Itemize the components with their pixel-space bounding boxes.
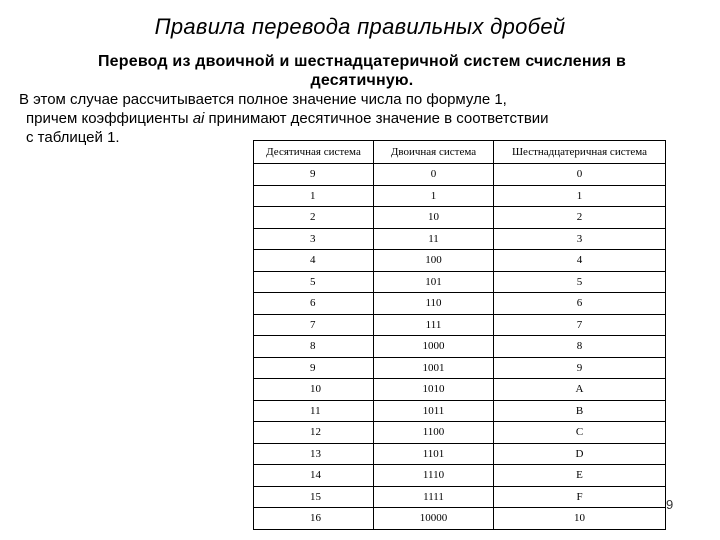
- cell-decimal: 5: [254, 271, 374, 293]
- table-row: [254, 314, 666, 336]
- table-row: [254, 336, 666, 358]
- cell-binary: 1001: [374, 357, 494, 379]
- header-decimal: Десятичная система: [254, 141, 374, 164]
- body-line-2-start: причем коэффициенты: [26, 110, 193, 127]
- cell-binary: 1101: [374, 443, 494, 465]
- cell-binary: 10000: [374, 508, 494, 530]
- table-row: [254, 508, 666, 530]
- cell-hex: C: [494, 422, 666, 444]
- cell-decimal: 7: [254, 314, 374, 336]
- cell-hex: 6: [494, 293, 666, 315]
- cell-binary: 1111: [374, 486, 494, 508]
- table-row: [254, 443, 666, 465]
- cell-decimal: 1: [254, 185, 374, 207]
- table-row: [254, 228, 666, 250]
- cell-decimal: 6: [254, 293, 374, 315]
- cell-decimal: 13: [254, 443, 374, 465]
- table-row: [254, 465, 666, 487]
- cell-hex: B: [494, 400, 666, 422]
- cell-hex: A: [494, 379, 666, 401]
- table-row: [254, 271, 666, 293]
- coefficient-symbol: ai: [192, 110, 205, 127]
- cell-decimal: 14: [254, 465, 374, 487]
- cell-binary: 1: [374, 185, 494, 207]
- table-row: [254, 422, 666, 444]
- cell-binary: 1010: [374, 379, 494, 401]
- table-row: [254, 207, 666, 229]
- cell-hex: 5: [494, 271, 666, 293]
- header-binary: Двоичная система: [374, 141, 494, 164]
- cell-binary: 1011: [374, 400, 494, 422]
- cell-decimal: 3: [254, 228, 374, 250]
- body-line-2: [19, 109, 619, 128]
- slide-subtitle: Перевод из двоичной и шестнадцатеричной систем счисления в десятичную.: [97, 53, 627, 89]
- table-row: [254, 250, 666, 272]
- cell-decimal: 8: [254, 336, 374, 358]
- slide-title: Правила перевода правильных дробей: [154, 14, 566, 39]
- cell-binary: 11: [374, 228, 494, 250]
- cell-hex: 9: [494, 357, 666, 379]
- table-row: [254, 486, 666, 508]
- cell-hex: E: [494, 465, 666, 487]
- cell-binary: 1100: [374, 422, 494, 444]
- cell-binary: 101: [374, 271, 494, 293]
- table-row: [254, 293, 666, 315]
- body-line-3: с таблицей 1.: [26, 129, 120, 146]
- body-paragraph: [19, 90, 619, 147]
- cell-hex: D: [494, 443, 666, 465]
- cell-decimal: 16: [254, 508, 374, 530]
- cell-hex: 0: [494, 164, 666, 186]
- cell-decimal: 9: [254, 357, 374, 379]
- cell-decimal: 12: [254, 422, 374, 444]
- conversion-table: [253, 140, 666, 530]
- cell-hex: 2: [494, 207, 666, 229]
- cell-decimal: 10: [254, 379, 374, 401]
- header-hex: Шестнадцатеричная система: [494, 141, 666, 164]
- cell-binary: 10: [374, 207, 494, 229]
- cell-hex: F: [494, 486, 666, 508]
- table-header-row: [254, 141, 666, 164]
- cell-binary: 1110: [374, 465, 494, 487]
- table-row: [254, 185, 666, 207]
- cell-decimal: 2: [254, 207, 374, 229]
- body-line-2-end: принимают десятичное значение в соответствии: [204, 110, 549, 127]
- cell-decimal: 9: [254, 164, 374, 186]
- table-row: [254, 379, 666, 401]
- table-row: [254, 164, 666, 186]
- cell-hex: 4: [494, 250, 666, 272]
- table-row: [254, 357, 666, 379]
- cell-hex: 1: [494, 185, 666, 207]
- cell-decimal: 4: [254, 250, 374, 272]
- cell-binary: 1000: [374, 336, 494, 358]
- cell-binary: 110: [374, 293, 494, 315]
- cell-hex: 7: [494, 314, 666, 336]
- body-line-1: В этом случае рассчитывается полное значение числа по формуле 1,: [19, 91, 507, 108]
- cell-binary: 111: [374, 314, 494, 336]
- cell-binary: 100: [374, 250, 494, 272]
- cell-decimal: 11: [254, 400, 374, 422]
- table-row: [254, 400, 666, 422]
- table-body: [254, 164, 666, 530]
- cell-decimal: 15: [254, 486, 374, 508]
- page-number: 9: [666, 497, 674, 512]
- cell-hex: 8: [494, 336, 666, 358]
- cell-hex: 3: [494, 228, 666, 250]
- cell-hex: 10: [494, 508, 666, 530]
- cell-binary: 0: [374, 164, 494, 186]
